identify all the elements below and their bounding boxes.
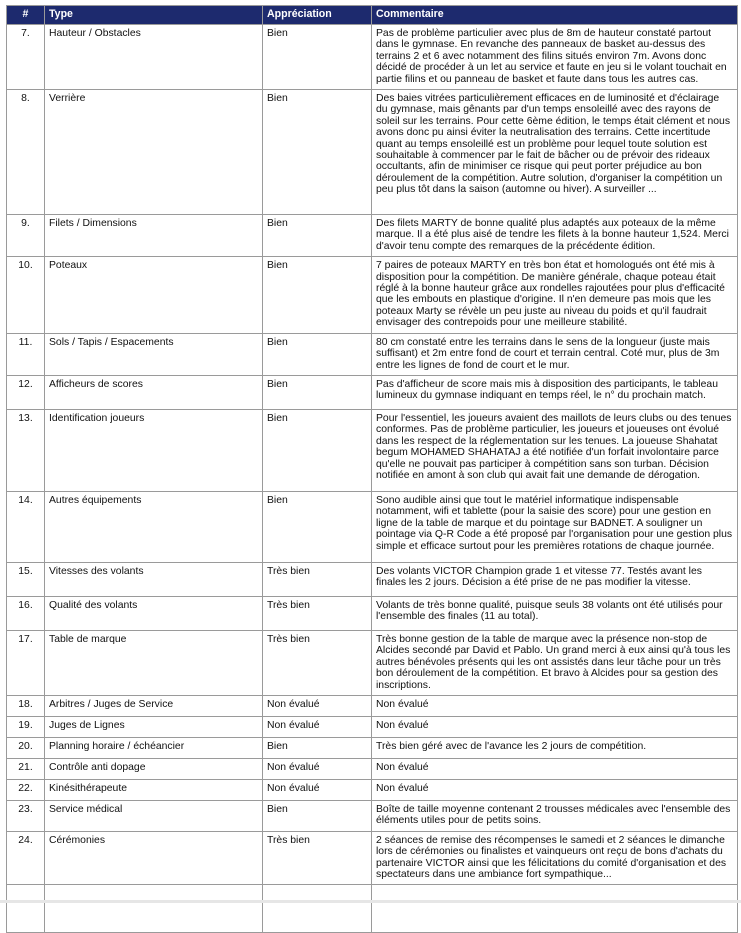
row-comment: Pour l'essentiel, les joueurs avaient des maillots de leurs clubs ou des tenues conformes. Pas de problème particulier, les joueurs et joueuses ont évolué dans les respect de la réglementation sur les tenues. La joueuse Shahatat begum MOHAMED SHAHATAJ a été notifiée d'un forfait involontaire parce qu'elle ne pouvait pas participer à compétition sans son turban. Décision notifiée en amont à son club qui avait fait une demande de dérogation. bbox=[372, 409, 738, 491]
row-number: 20. bbox=[7, 737, 45, 758]
row-appreciation: Bien bbox=[263, 333, 372, 375]
row-appreciation: Non évalué bbox=[263, 716, 372, 737]
header-type: Type bbox=[45, 6, 263, 25]
row-type: Identification joueurs bbox=[45, 409, 263, 491]
row-appreciation: Non évalué bbox=[263, 695, 372, 716]
row-number: 16. bbox=[7, 596, 45, 630]
table-row bbox=[7, 800, 738, 831]
row-type: Planning horaire / échéancier bbox=[45, 737, 263, 758]
row-comment: 7 paires de poteaux MARTY en très bon état et homologués ont été mis à disposition pour la compétition. De manière générale, chaque poteau était réglé à la bonne hauteur grâce aux rondelles rajoutées pour plus d'efficacité que les embouts en plastique d'origine. Il n'en demeure pas mois que les poteaux Marty se révèle un peu juste au niveau du poids et qu'il faudrait envisager des contrepoids pour une meilleure stabilité. bbox=[372, 257, 738, 333]
row-number: 7. bbox=[7, 25, 45, 90]
table-row bbox=[7, 333, 738, 375]
table-row bbox=[7, 90, 738, 215]
row-type: Kinésithérapeute bbox=[45, 779, 263, 800]
row-type: Hauteur / Obstacles bbox=[45, 25, 263, 90]
row-number: 15. bbox=[7, 562, 45, 596]
header-number: # bbox=[7, 6, 45, 25]
row-appreciation: Non évalué bbox=[263, 758, 372, 779]
row-number: 19. bbox=[7, 716, 45, 737]
row-type: Arbitres / Juges de Service bbox=[45, 695, 263, 716]
row-number: 17. bbox=[7, 630, 45, 695]
table-row bbox=[7, 562, 738, 596]
row-comment: Non évalué bbox=[372, 695, 738, 716]
table-row bbox=[7, 716, 738, 737]
row-comment: Non évalué bbox=[372, 716, 738, 737]
row-number: 11. bbox=[7, 333, 45, 375]
row-appreciation: Bien bbox=[263, 215, 372, 257]
row-appreciation: Bien bbox=[263, 257, 372, 333]
row-type: Autres équipements bbox=[45, 491, 263, 562]
table-row bbox=[7, 779, 738, 800]
row-comment: 2 séances de remise des récompenses le samedi et 2 séances le dimanche lors de cérémonies ou finalistes et vainqueurs ont reçu de bons d'achats du partenaire VICTOR ainsi que les félicitations du comité d'organisation et des spectateurs dans une ambiance fort sympathique... bbox=[372, 831, 738, 885]
row-appreciation: Bien bbox=[263, 737, 372, 758]
row-type: Cérémonies bbox=[45, 831, 263, 885]
row-type: Service médical bbox=[45, 800, 263, 831]
row-comment: Très bonne gestion de la table de marque avec la présence non-stop de Alcides secondé par David et Pablo. Un grand merci à eux ainsi qu'à tous les autres bénévoles présents qui les ont assistés dans leur tâche pour un très bon déroulement de la compétition. Et bravo à Alcides pour sa gestion des inscriptions. bbox=[372, 630, 738, 695]
header-appreciation: Appréciation bbox=[263, 6, 372, 25]
row-appreciation: Bien bbox=[263, 375, 372, 409]
row-comment: Non évalué bbox=[372, 758, 738, 779]
table-row bbox=[7, 375, 738, 409]
table-row bbox=[7, 885, 738, 933]
table-row bbox=[7, 737, 738, 758]
row-appreciation: Bien bbox=[263, 409, 372, 491]
table-header-row bbox=[7, 6, 738, 25]
header-comment: Commentaire bbox=[372, 6, 738, 25]
row-comment: Non évalué bbox=[372, 779, 738, 800]
row-appreciation: Bien bbox=[263, 800, 372, 831]
row-appreciation: Bien bbox=[263, 25, 372, 90]
table-row bbox=[7, 596, 738, 630]
table-row bbox=[7, 695, 738, 716]
row-comment: Boîte de taille moyenne contenant 2 trousses médicales avec l'ensemble des éléments utiles pour de petits soins. bbox=[372, 800, 738, 831]
row-type bbox=[45, 885, 263, 933]
table-row bbox=[7, 831, 738, 885]
row-appreciation: Bien bbox=[263, 491, 372, 562]
table-row bbox=[7, 25, 738, 90]
row-comment: Pas de problème particulier avec plus de 8m de hauteur constaté partout dans le gymnase. En revanche des panneaux de basket au-dessus des terrains 2 et 6 avec notamment des filins situés environ 7m. Avons donc décidé de procéder à un let au service et faute en jeu si le volant touchait en partie filins et ou panneau de basket et faute dans tous les autres cas. bbox=[372, 25, 738, 90]
row-number: 21. bbox=[7, 758, 45, 779]
table-row bbox=[7, 257, 738, 333]
row-type: Vitesses des volants bbox=[45, 562, 263, 596]
row-appreciation: Très bien bbox=[263, 596, 372, 630]
row-number: 12. bbox=[7, 375, 45, 409]
row-comment: Des baies vitrées particulièrement efficaces en de luminosité et d'éclairage du gymnase, mais gênants par d'un temps ensoleillé avec des rayons de soleil sur les terrains. Pour cette 6ème édition, le temps était clément et nous avons donc pu ainsi éviter la neutralisation des terrains. Cette incertitude quant au temps ensoleillé est un problème pour lequel toute solution est souhaitable à commencer par le fait de bâcher ou de prévoir des rideaux occultants, afin de minimiser ce risque qui peut porter préjudice au bon déroulement de la compétition. Autre solution, d'organiser la compétition un peu plus tôt dans la saison (automne ou hiver). A surveiller ... bbox=[372, 90, 738, 215]
row-comment: Sono audible ainsi que tout le matériel informatique indispensable notamment, wifi et tablette (pour la saisie des score) pour une gestion en ligne de la table de marque et du pointage sur BADNET. A souligner un pointage via Q-R Code a été proposé par l'organisation pour une gestion plus simple et efficace surtout pour les premières rotations de chaque journée. bbox=[372, 491, 738, 562]
row-number: 24. bbox=[7, 831, 45, 885]
row-type: Filets / Dimensions bbox=[45, 215, 263, 257]
row-appreciation: Très bien bbox=[263, 831, 372, 885]
row-type: Afficheurs de scores bbox=[45, 375, 263, 409]
row-appreciation bbox=[263, 885, 372, 933]
evaluation-table bbox=[6, 5, 738, 933]
row-appreciation: Non évalué bbox=[263, 779, 372, 800]
row-number: 10. bbox=[7, 257, 45, 333]
row-comment: Pas d'afficheur de score mais mis à disposition des participants, le tableau lumineux du gymnase indiquant en temps réel, le n° du prochain match. bbox=[372, 375, 738, 409]
row-comment: Très bien géré avec de l'avance les 2 jours de compétition. bbox=[372, 737, 738, 758]
row-type: Table de marque bbox=[45, 630, 263, 695]
table-row bbox=[7, 409, 738, 491]
row-number: 22. bbox=[7, 779, 45, 800]
table-row bbox=[7, 215, 738, 257]
row-number: 23. bbox=[7, 800, 45, 831]
table-row bbox=[7, 630, 738, 695]
row-type: Contrôle anti dopage bbox=[45, 758, 263, 779]
row-comment: 80 cm constaté entre les terrains dans le sens de la longueur (juste mais suffisant) et 2m entre fond de court et terrain central. Coté mur, plus de 3m entre les lignes de fond de court et le mur. bbox=[372, 333, 738, 375]
row-number: 13. bbox=[7, 409, 45, 491]
row-number: 14. bbox=[7, 491, 45, 562]
row-type: Juges de Lignes bbox=[45, 716, 263, 737]
table-row bbox=[7, 758, 738, 779]
row-appreciation: Bien bbox=[263, 90, 372, 215]
row-appreciation: Très bien bbox=[263, 562, 372, 596]
row-number: 18. bbox=[7, 695, 45, 716]
row-comment: Des volants VICTOR Champion grade 1 et vitesse 77. Testés avant les finales les 2 jours. Décision a été prise de ne pas modifier la vitesse. bbox=[372, 562, 738, 596]
row-appreciation: Très bien bbox=[263, 630, 372, 695]
row-type: Qualité des volants bbox=[45, 596, 263, 630]
row-type: Verrière bbox=[45, 90, 263, 215]
row-type: Poteaux bbox=[45, 257, 263, 333]
row-type: Sols / Tapis / Espacements bbox=[45, 333, 263, 375]
row-comment: Des filets MARTY de bonne qualité plus adaptés aux poteaux de la même marque. Il a été plus aisé de tendre les filets à la bonne hauteur 1,524. Merci d'avoir tenu compte des remarques de la précédente édition. bbox=[372, 215, 738, 257]
row-comment: Volants de très bonne qualité, puisque seuls 38 volants ont été utilisés pour l'ensemble des finales (11 au total). bbox=[372, 596, 738, 630]
row-comment bbox=[372, 885, 738, 933]
row-number: 9. bbox=[7, 215, 45, 257]
row-number bbox=[7, 885, 45, 933]
table-row bbox=[7, 491, 738, 562]
row-number: 8. bbox=[7, 90, 45, 215]
